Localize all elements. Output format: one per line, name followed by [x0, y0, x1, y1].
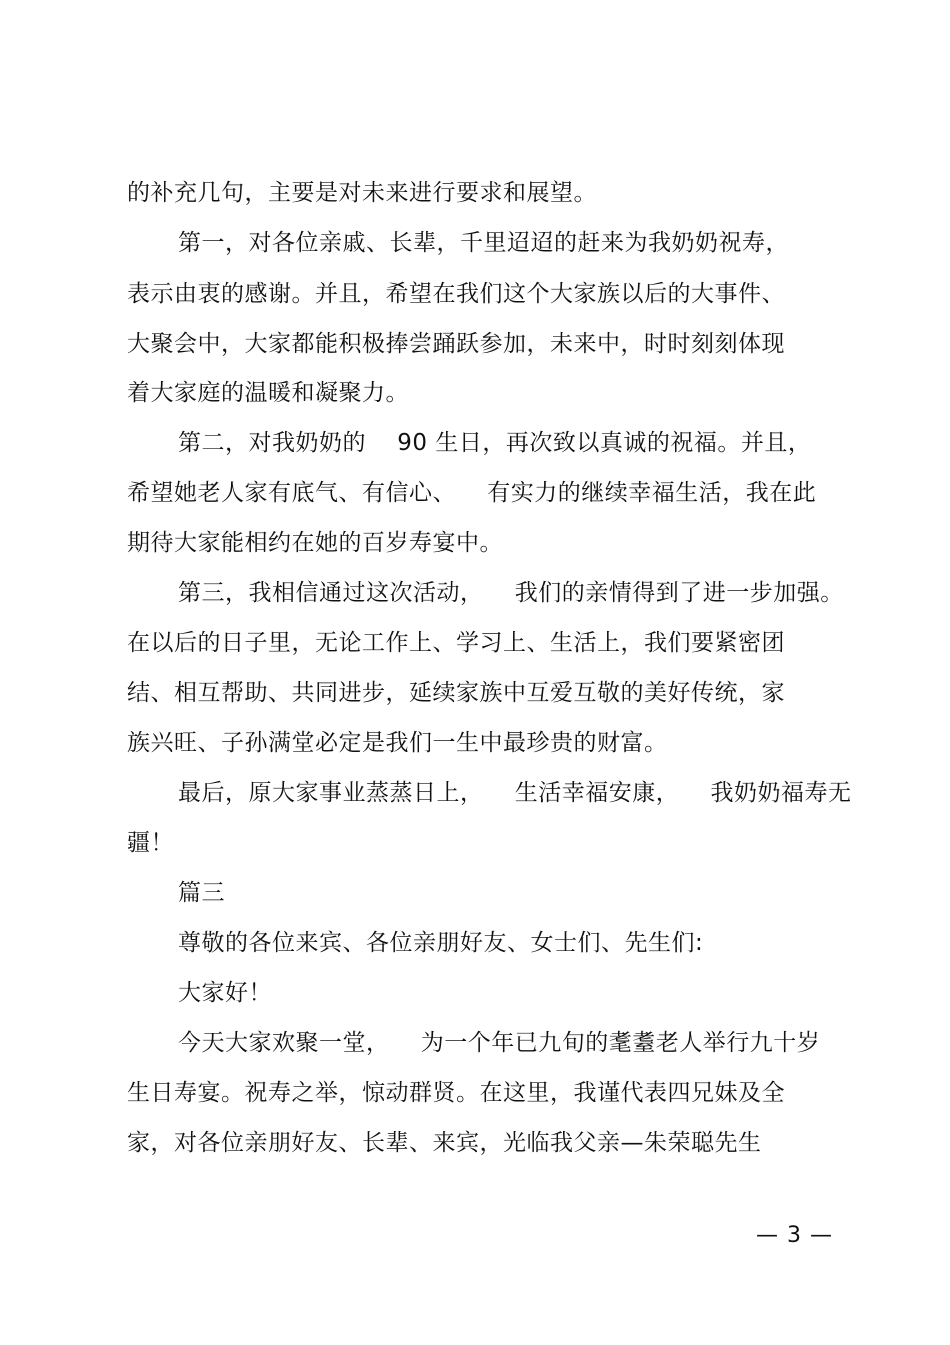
- text-line: 第二，对我奶奶的 90 生日，再次致以真诚的祝福。并且，: [178, 430, 812, 456]
- greeting: 大家好！: [178, 980, 272, 1006]
- text-line: 族兴旺、子孙满堂必定是我们一生中最珍贵的财富。: [127, 730, 668, 756]
- text-line: 的补充几句，主要是对未来进行要求和展望。: [127, 180, 597, 206]
- text-line: 第一，对各位亲戚、长辈，千里迢迢的赶来为我奶奶祝寿，: [178, 230, 789, 256]
- text-line: 表示由衷的感谢。并且，希望在我们这个大家族以后的大事件、: [127, 281, 785, 307]
- section-heading: 篇三: [178, 880, 225, 906]
- text-line: 生日寿宴。祝寿之举，惊动群贤。在这里，我谨代表四兄妹及全: [127, 1080, 785, 1106]
- text-line: 第三，我相信通过这次活动， 我们的亲情得到了进一步加强。: [178, 580, 844, 606]
- text-line: 着大家庭的温暖和凝聚力。: [127, 380, 409, 406]
- salutation: 尊敬的各位来宾、各位亲朋好友、女士们、先生们:: [178, 930, 704, 956]
- text-line: 期待大家能相约在她的百岁寿宴中。: [127, 530, 503, 556]
- text-line: 家，对各位亲朋好友、长辈、来宾，光临我父亲—朱荣聪先生: [127, 1130, 762, 1156]
- text-line: 最后，原大家事业蒸蒸日上， 生活幸福安康， 我奶奶福寿无: [178, 780, 852, 806]
- text-line: 今天大家欢聚一堂， 为一个年已九旬的耄耋老人举行九十岁: [178, 1030, 821, 1056]
- page-number: — 3 —: [756, 1223, 833, 1248]
- text-line: 疆！: [127, 830, 174, 856]
- text-line: 在以后的日子里，无论工作上、学习上、生活上，我们要紧密团: [127, 630, 785, 656]
- text-line: 希望她老人家有底气、有信心、 有实力的继续幸福生活，我在此: [127, 480, 817, 506]
- text-line: 结、相互帮助、共同进步，延续家族中互爱互敬的美好传统，家: [127, 680, 785, 706]
- text-line: 大聚会中，大家都能积极捧尝踊跃参加，未来中，时时刻刻体现: [127, 331, 785, 357]
